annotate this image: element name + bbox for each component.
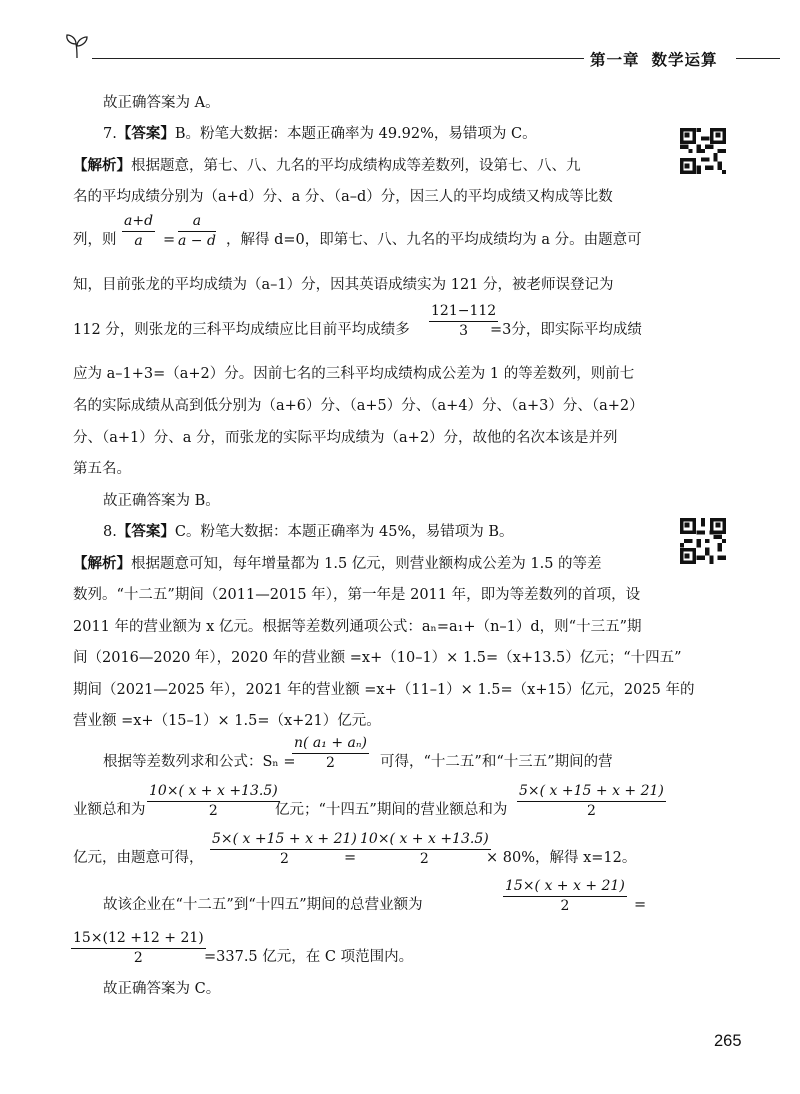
page-number: 265 [714,1032,742,1050]
q8-analysis-line-1 [73,554,602,574]
qr-code-icon[interactable] [680,518,726,564]
chapter-title: 数学运算 [651,51,718,69]
answer-tag: 【答案】 [116,125,175,142]
sum-line-a: 业额总和为 [73,802,146,818]
q7-analysis-line-4: 知，目前张龙的平均成绩为（a–1）分，因其英语成绩实为 121 分，被老师误登记为 [73,277,614,293]
fraction-121-minus-112-over-3: $\frac{121-112}{3}$ [431,303,497,339]
q8-analysis-line-4: 间（2016—2020 年），2020 年的营业额 =x+（10–1）× 1.5=（x+13.5）亿元；“十四五” [73,650,682,666]
q7-analysis-line-3b: ，解得 d=0，即第七、八、九名的平均成绩均为 a 分。由题意可 [226,232,642,248]
analysis-tag: 【解析】 [73,555,131,572]
q7-number: 7. [103,126,117,142]
fraction-a-over-a-minus-d: $\frac{a}{a - d}$ [178,213,216,249]
equation-line-a: 亿元，由题意可得， [73,850,204,866]
q8-analysis-line-5: 期间（2021—2025 年），2021 年的营业额 =x+（11–1）× 1.5=（x+15）亿元，2025 年的 [73,682,695,698]
equals-sign: = [163,232,176,248]
fraction-a-plus-d-over-a: $\frac{a+d}{a}$ [124,213,154,249]
q8-analysis-line-2: 数列。“十二五”期间（2011—2015 年），第一年是 2011 年，即为等差数列的首项，设 [73,587,641,603]
answer-tag: 【答案】 [116,523,175,540]
q7-analysis-line-9: 第五名。 [73,461,131,477]
q8-answer-text: C。粉笔大数据：本题正确率为 45%，易错项为 B。 [174,524,514,540]
q7-answer-text: B。粉笔大数据：本题正确率为 49.92%，易错项为 C。 [174,126,537,142]
q7-analysis-line-5a: 112 分，则张龙的三科平均成绩应比目前平均成绩多 [73,322,410,338]
total-line-a: 故该企业在“十二五”到“十四五”期间的总营业额为 [103,897,423,913]
q7-analysis-line-1 [73,156,581,176]
total-line-b: =337.5 亿元，在 C 项范围内。 [204,949,414,965]
q7-analysis-line-8: 分、（a+1）分、a 分，而张龙的实际平均成绩为（a+2）分，故他的名次本该是并列 [73,430,618,446]
total-equals: = [634,897,647,913]
q7-analysis-line-2: 名的平均成绩分别为（a+d）分、a 分、（a–d）分，因三人的平均成绩又构成等比数 [73,189,613,205]
sum-formula-line-b: 可得，“十二五”和“十三五”期间的营 [380,754,613,770]
q7-answer-line [103,124,537,144]
header-rule-tail [736,58,780,59]
q7-analysis-line-6: 应为 a–1+3=（a+2）分。因前七名的三科平均成绩构成公差为 1 的等差数列，则前七 [73,366,635,382]
answer-conclusion-6: 故正确答案为 A。 [103,95,220,111]
answer-conclusion-8: 故正确答案为 C。 [103,981,221,997]
fraction-total-symbolic: $\frac{15\times( x + x + 21)}{2}$ [505,878,625,914]
fraction-equation-left: $\frac{5\times( x +15 + x + 21)}{2}$ [212,831,357,867]
fraction-14th-sum: $\frac{5\times( x +15 + x + 21)}{2}$ [519,783,664,819]
fraction-sum-formula: $\frac{\text{n( a₁ + aₙ)}}{2}$ [294,735,368,771]
analysis-tag: 【解析】 [73,157,131,174]
q7-analysis-line-7: 名的实际成绩从高到低分别为（a+6）分、（a+5）分、（a+4）分、（a+3）分、（a+2） [73,398,644,414]
fraction-equation-right: $\frac{10\times( x + x +13.5)}{2}$ [360,831,489,867]
q7-analysis-line-3a: 列，则 [73,232,117,248]
header-rule [92,58,584,59]
equation-equals: = [344,850,357,866]
q8-analysis-text: 根据题意可知，每年增量都为 1.5 亿元，则营业额构成公差为 1.5 的等差 [131,556,602,572]
q8-analysis-line-3: 2011 年的营业额为 x 亿元。根据等差数列通项公式：aₙ=a₁+（n–1）d，则“十三五”期 [73,619,642,635]
q7-analysis-text: 根据题意，第七、八、九名的平均成绩构成等差数列，设第七、八、九 [131,158,581,174]
q8-analysis-line-6: 营业额 =x+（15–1）× 1.5=（x+21）亿元。 [73,713,381,729]
leaf-sprout-icon [62,30,92,60]
answer-conclusion-7: 故正确答案为 B。 [103,493,220,509]
q7-analysis-line-5b: =3分，即实际平均成绩 [490,322,642,338]
qr-code-icon[interactable] [680,128,726,174]
chapter-label: 第一章 [590,51,640,69]
equation-line-b: × 80%，解得 x=12。 [486,850,637,866]
q8-answer-line [103,522,514,542]
sum-formula-line-a: 根据等差数列求和公式：Sₙ = [103,754,296,770]
chapter-header [590,48,718,70]
fraction-total-numeric: $\frac{15\times(12 +12 + 21)}{2}$ [73,930,204,966]
fraction-12th-13th-sum: $\frac{10\times( x + x +13.5)}{2}$ [149,783,278,819]
sum-line-b: 亿元；“十四五”期间的营业额总和为 [275,802,508,818]
q8-number: 8. [103,524,117,540]
